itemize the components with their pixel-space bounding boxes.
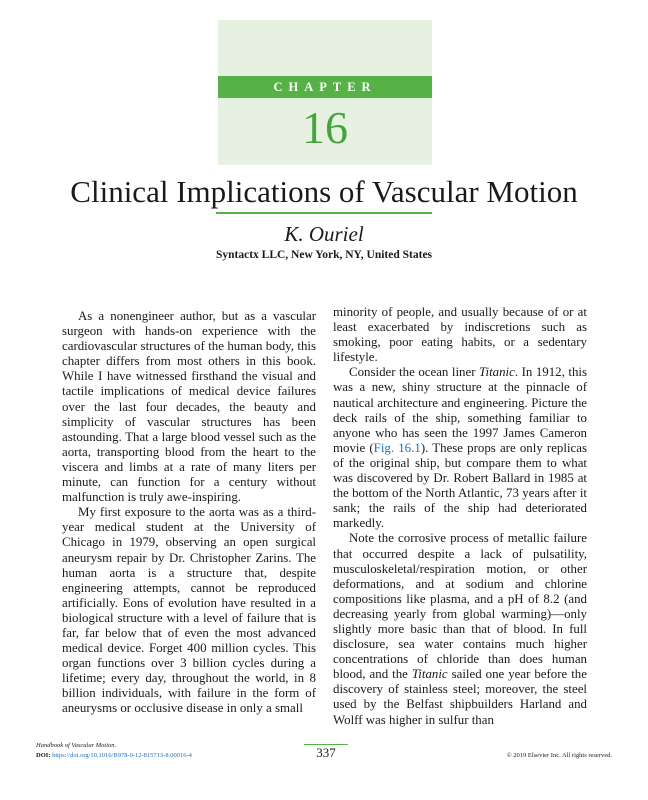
chapter-header-box xyxy=(218,20,432,165)
paragraph-text: sailed one year before the discovery of stainless steel; moreover, the steel used by the Belfast shipbuilders Harland and Wolff was higher in sulfur than xyxy=(333,667,587,727)
footer-citation xyxy=(36,741,192,761)
paragraph-text: . In 1912, this was a new, shiny structure at the pinnacle of nautical architecture and engineering. Picture the deck rails of the ship, something familiar to anyone who has seen the 1997 James Cameron movie ( xyxy=(333,365,587,455)
paragraph-text: Consider the ocean liner xyxy=(349,365,480,380)
title-underline xyxy=(216,212,432,214)
page-number: 337 xyxy=(316,745,336,760)
figure-link[interactable]: Fig. 16.1 xyxy=(373,440,421,455)
chapter-label: CHAPTER xyxy=(218,76,432,98)
copyright-notice: © 2019 Elsevier Inc. All rights reserved. xyxy=(506,752,612,759)
ship-name: Titanic xyxy=(411,667,448,682)
chapter-number: 16 xyxy=(302,102,348,153)
body-paragraph-2: My first exposure to the aorta was as a third-year medical student at the University of Chicago in 1979, observing an open surgical aneurysm repair by Dr. Christopher Zarins. The human aorta is a structure that, despite engineering attempts, cannot be reproduced artificially. Eons of evolution have resulted in a biological structure with a level of failure that is far, far below that of even the most advanced medical device. Forget 400 million cycles. This organ functions over 3 billion cycles during a lifetime; every day, throughout the world, in 8 billion individuals, with failure in the form of aneurysms or occlusive disease in only a small xyxy=(62,505,316,716)
chapter-title: Clinical Implications of Vascular Motion xyxy=(70,174,578,209)
body-column-right xyxy=(333,305,587,728)
ship-name: Titanic xyxy=(479,365,515,380)
paragraph-text: ). These props are only replicas of the original ship, but compare them to what was discovered by Dr. Robert Ballard in 1985 at the bottom of the North Atlantic, 73 years after it sank; the rails of the ship had deteriorated markedly. xyxy=(333,440,587,531)
body-paragraph-4 xyxy=(333,531,587,727)
author-name: K. Ouriel xyxy=(284,222,364,246)
paragraph-text: Note the corrosive process of metallic failure that occurred despite a lack of pulsatility, musculoskeletal/respiration motion, or other deformations, and at sodium and chlorine compositions like plasma, and a pH of 8.2 (and decreasing yearly from global warming)—only slightly more basic than that of blood. In full disclosure, sea water contains much higher concentrations of chloride than does human blood, and the xyxy=(333,531,587,682)
body-paragraph-1: As a nonengineer author, but as a vascular surgeon with hands-on experience with the cardiovascular structures of the human body, this chapter differs from most others in this book. While I have witnessed firsthand the visual and tactile implications of medical device failures over the last four decades, the beauty and simplicity of vascular structures has been astounding. That a large blood vessel such as the aorta, transporting blood from the heart to the viscera and limbs at a rate of many liters per minute, can function for a century without malfunction is truly awe-inspiring. xyxy=(62,309,316,505)
body-paragraph-3 xyxy=(333,365,587,531)
author-affiliation: Syntactx LLC, New York, NY, United States xyxy=(215,249,433,261)
book-title: Handbook of Vascular Motion. xyxy=(36,742,117,749)
doi-link[interactable]: https://doi.org/10.1016/B978-0-12-815713-8.00016-4 xyxy=(52,752,192,759)
body-column-left xyxy=(62,309,316,717)
body-paragraph-continuation: minority of people, and usually because of or at least exacerbated by indiscretions such as smoking, poor eating habits, or a sedentary lifestyle. xyxy=(333,305,587,365)
doi-label: DOI: xyxy=(36,752,53,759)
